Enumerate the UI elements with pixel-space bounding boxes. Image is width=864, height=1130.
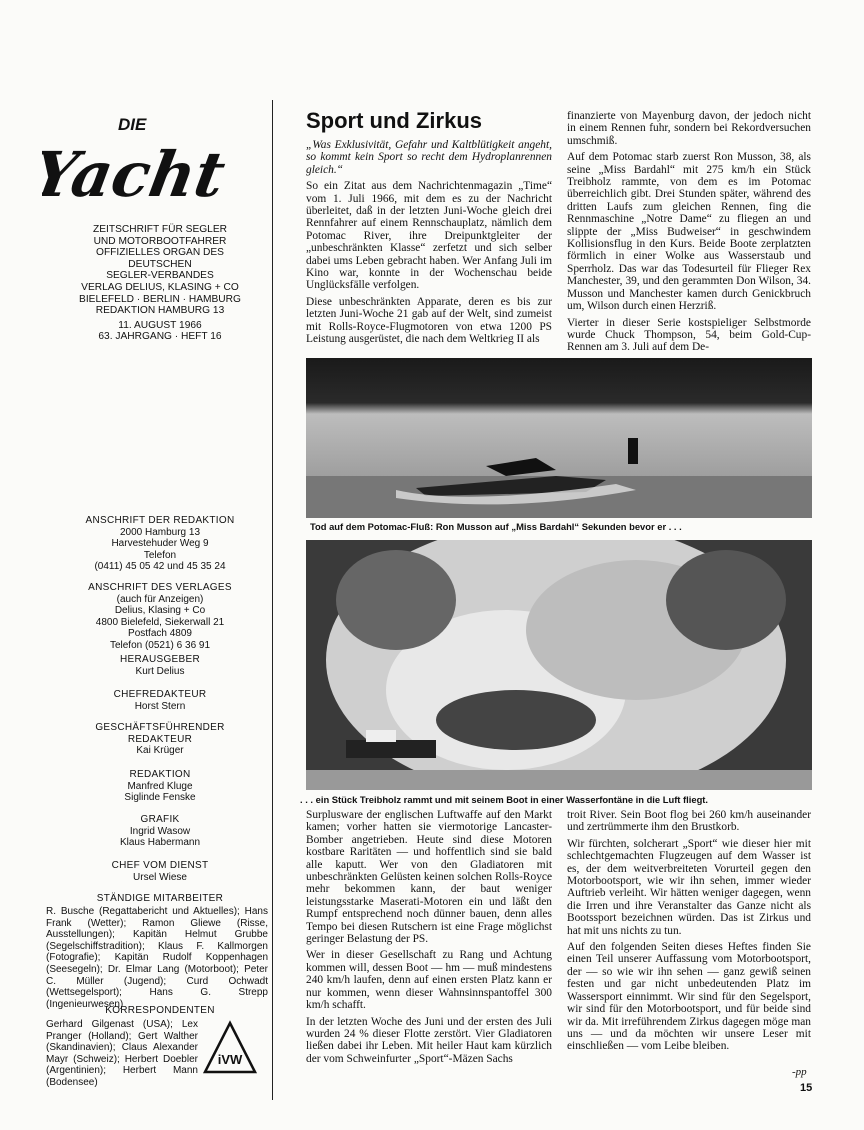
masthead-line: ZEITSCHRIFT FÜR SEGLER bbox=[93, 224, 227, 235]
address-line: Telefon bbox=[143, 549, 177, 561]
section-heading: ANSCHRIFT DES VERLAGES bbox=[88, 582, 232, 593]
korrespondenten-heading-block bbox=[60, 1005, 260, 1017]
staff-name: Horst Stern bbox=[134, 700, 186, 712]
redaktion-address bbox=[60, 515, 260, 573]
logo-die-text: DIE bbox=[118, 115, 147, 134]
staff-name: Ursel Wiese bbox=[133, 871, 187, 883]
address-line: 2000 Hamburg 13 bbox=[119, 526, 201, 538]
ivw-emblem-icon bbox=[202, 1020, 258, 1076]
staff-name: Ingrid Wasow bbox=[129, 825, 191, 837]
chefredakteur-block bbox=[60, 689, 260, 712]
article-column-2-bottom bbox=[567, 809, 811, 1057]
photo-caption-1: Tod auf dem Potomac-Fluß: Ron Musson auf „Miss Bardahl“ Sekunden bevor er . . . bbox=[310, 521, 682, 532]
article-title: Sport und Zirkus bbox=[306, 108, 482, 133]
article-lead-quote: „Was Exklusivität, Gefahr und Kaltblütigkeit angeht, so kommt kein Sport so recht dem Hydroplanrennen gleich.“ bbox=[306, 139, 552, 176]
masthead-issue: 63. JAHRGANG · HEFT 16 bbox=[98, 331, 222, 343]
masthead-line: REDAKTION HAMBURG 13 bbox=[95, 305, 225, 317]
mitarbeiter-heading-block bbox=[60, 893, 260, 905]
author-signature: -pp bbox=[792, 1066, 807, 1078]
masthead-line: BIELEFELD · BERLIN · HAMBURG bbox=[79, 293, 241, 305]
section-heading: CHEF VOM DIENST bbox=[111, 860, 209, 871]
article-paragraph: Diese unbeschränkten Apparate, deren es bis zur letzten Juni-Woche 21 gab auf der Welt, sind zumeist mit Rolls-Royce-Flugmotoren von etwa 1200 PS Leistung ausgerüstet, die nach dem Weltkrieg II als bbox=[306, 295, 552, 346]
address-line: 4800 Bielefeld, Siekerwall 21 bbox=[95, 616, 225, 628]
mitarbeiter-list: R. Busche (Regattabericht und Aktuelles); Hans Frank (Wetter); Ramon Gliewe (Risse, Ausstellungen); Kapitän Helmut Grubbe (Segelschiffstradition); Klaus F. Kallmorgen (Fotografie); Kapitän Rudolf Koppenhagen (Seesegeln); Dr. Elmar Lang (Motorboot); Peter C. Müller (Jugend); Curd Ochwadt (Wettsegelsport); Hans G. Strepp (Ingenieurwesen) bbox=[46, 906, 268, 1010]
staff-name: Kurt Delius bbox=[135, 665, 185, 677]
page-number: 15 bbox=[800, 1082, 813, 1094]
masthead-date: 11. AUGUST 1966 bbox=[118, 319, 202, 331]
photo-miss-bardahl bbox=[306, 358, 812, 518]
masthead-line: SEGLER-VERBANDES bbox=[106, 270, 214, 282]
ivw-triangle-icon bbox=[202, 1020, 258, 1076]
staff-name: Klaus Habermann bbox=[119, 837, 201, 849]
photo-explosion bbox=[306, 540, 812, 790]
logo-yacht-text: Yacht bbox=[42, 137, 231, 211]
photo-caption-2: . . . ein Stück Treibholz rammt und mit seinem Boot in einer Wasserfontäne in die Luft fliegt. bbox=[300, 794, 709, 805]
masthead bbox=[60, 224, 260, 343]
article-column-1-top bbox=[306, 139, 552, 350]
water-fountain-photo-graphic bbox=[306, 540, 812, 790]
section-heading: STÄNDIGE MITARBEITER bbox=[96, 893, 224, 904]
section-heading: GESCHÄFTSFÜHRENDER bbox=[95, 722, 225, 733]
section-heading: CHEFREDAKTEUR bbox=[113, 689, 207, 700]
column-divider bbox=[272, 100, 273, 1100]
article-paragraph: In der letzten Woche des Juni und der ersten des Juli wurden 24 % dieser Flotte zerstört. Vier Gladiatoren ließen dabei ihr Leben. Mit heiler Haut kam kürzlich der vom Schweinfurter „Sport“-Mäzen Sachs bbox=[306, 1015, 552, 1065]
die-yacht-logo bbox=[42, 100, 242, 215]
section-heading: KORRESPONDENTEN bbox=[105, 1005, 215, 1016]
staff-name: Kai Krüger bbox=[136, 745, 184, 757]
section-heading: REDAKTION bbox=[129, 769, 191, 780]
section-heading: REDAKTEUR bbox=[127, 733, 193, 745]
address-line: (0411) 45 05 42 und 45 35 24 bbox=[94, 561, 226, 573]
masthead-line: OFFIZIELLES ORGAN DES bbox=[96, 247, 224, 259]
article-paragraph: Wir fürchten, solcherart „Sport“ wie dieser hier mit schlechtgemachten Flugzeugen auf dem Wasser ist es, der dem weitverbreiteten Vorurteil gegen den Motorbootsport, wie wir ihn sehen, immer wieder Auftrieb verleiht. Wir hätten weniger dagegen, wenn die Irren und ihre Veranstalter das Ganze nicht als Bootssport bezeichnen würden. Das ist Zirkus und hat mit uns nichts zu tun. bbox=[567, 837, 811, 937]
yacht-logo-graphic bbox=[42, 100, 242, 215]
herausgeber-block bbox=[60, 654, 260, 677]
address-line: Delius, Klasing + Co bbox=[114, 605, 206, 617]
section-heading: ANSCHRIFT DER REDAKTION bbox=[85, 515, 235, 526]
article-paragraph: troit River. Sein Boot flog bei 260 km/h auseinander und zertrümmerte ihm den Brustkorb. bbox=[567, 809, 811, 834]
address-line: Telefon (0521) 6 36 91 bbox=[109, 639, 211, 651]
staff-name: Manfred Kluge bbox=[127, 780, 193, 792]
article-paragraph: Auf den folgenden Seiten dieses Heftes finden Sie einen Teil unserer Auffassung vom Motorbootsport, der — so wie wir ihn sehen — ganz gewiß seinen festen und gar nicht unbedeutenden Platz im Wassersport einnimmt. Wir sind für den Segelsport, wir sind für den Motorbootsport, und für beide sind wir da. Mit irreführendem Zirkus dagegen möge man uns — und da möchten wir unsere Leser mit einschließen — vom Leibe bleiben. bbox=[567, 941, 811, 1053]
article-paragraph: So ein Zitat aus dem Nachrichtenmagazin „Time“ vom 1. Juli 1966, mit dem es zu der Nachricht überleitet, daß in der letzten Juni-Woche gleich drei Rennfahrer auf einem Rennschauplatz, nämlich dem Potomac River, ihre Dreipunktgleiter der „unbeschränkten Klasse“ zerfetzt und sich selber dabei ums Leben gebracht haben. Wer Anfang Juli im Kino war, konnte in der Wochenschau beide Unglücksfälle verfolgen. bbox=[306, 180, 552, 292]
address-line: Postfach 4809 bbox=[128, 628, 192, 640]
article-paragraph: finanzierte von Mayenburg davon, der jedoch nicht in einem Rennen fuhr, sondern bei Rekordversuchen umschmiß. bbox=[567, 110, 811, 147]
masthead-line: VERLAG DELIUS, KLASING + CO bbox=[81, 281, 239, 293]
hydroplane-photo-graphic bbox=[306, 358, 812, 518]
article-paragraph: Wer in dieser Gesellschaft zu Rang und Achtung kommen will, dessen Boot — hm — muß mindestens 240 km/h laufen, denn auf einen ersten Platz kann er nur kommen, wenn dieser Wahnsinnspantoffel 300 km/h schafft. bbox=[306, 949, 552, 1012]
article-paragraph: Vierter in dieser Serie kostspieliger Selbstmorde wurde Chuck Thompson, 54, beim Gold-Cup-Rennen am 3. Juli auf dem De- bbox=[567, 316, 811, 354]
korrespondenten-list: Gerhard Gilgenast (USA); Lex Pranger (Holland); Gert Walther (Skandinavien); Claus Alexander Mayr (Schweiz); Herbert Doebler (Argentinien); Herbert Mann (Bodensee) bbox=[46, 1019, 198, 1088]
geschaeftsfuehrer-block bbox=[60, 722, 260, 757]
grafik-block bbox=[60, 814, 260, 849]
article-column-1-bottom bbox=[306, 809, 552, 1069]
article-paragraph: Auf dem Potomac starb zuerst Ron Musson, 38, als seine „Miss Bardahl“ mit 275 km/h ein Stück Treibholz rammte, von dem es im Potomac überreichlich gibt. Drei Stunden später, während des dritten Laufs zum gleichen Rennen, fing die Rennmaschine „Notre Dame“ zu fliegen an und slippte der „Miss Budweiser“ in geschwindem Kollisionsflug in den Kurs. Beide Boote zerplatzten förmlich in einer Wolke aus Wasserstaub und Sperrholz. Das war das Todesurteil für Flieger Rex Manchester, 39, und den gerammten Don Wilson, 34. Musson und Manchester kamen durch Genickbruch um, Wilson durch einen Herzriß. bbox=[567, 151, 811, 313]
verlag-address bbox=[60, 582, 260, 652]
masthead-line: UND MOTORBOOTFAHRER bbox=[93, 235, 227, 247]
address-line: (auch für Anzeigen) bbox=[116, 593, 204, 605]
article-column-2-top bbox=[567, 110, 811, 358]
section-heading: GRAFIK bbox=[140, 814, 180, 825]
article-paragraph: Surplusware der englischen Luftwaffe auf den Markt kamen; vorher hatten sie viermotorige Lancaster-Bomber angetrieben. Heute sind diese Motoren kostbare Raritäten — und hoffentlich sind sie bald alle kaputt. Wer von den Gladiatoren mit unbeschränkten Gelüsten keinen solchen Rolls-Royce mehr bekommen kann, der baut weniger leistungsstarke Maserati-Motoren ein und läßt den Rumpf entsprechend noch dünner bauen, denn alles Tempo bei diesen Rutschern ist eine Frage möglichst geringer Belastung der PS. bbox=[306, 809, 552, 946]
section-heading: HERAUSGEBER bbox=[120, 654, 200, 665]
redaktion-block bbox=[60, 769, 260, 804]
address-line: Harvestehuder Weg 9 bbox=[111, 538, 209, 550]
chef-vom-dienst-block bbox=[60, 860, 260, 883]
staff-name: Siglinde Fenske bbox=[124, 792, 196, 804]
masthead-line: DEUTSCHEN bbox=[128, 258, 192, 270]
emblem-text: iVW bbox=[217, 1052, 243, 1067]
